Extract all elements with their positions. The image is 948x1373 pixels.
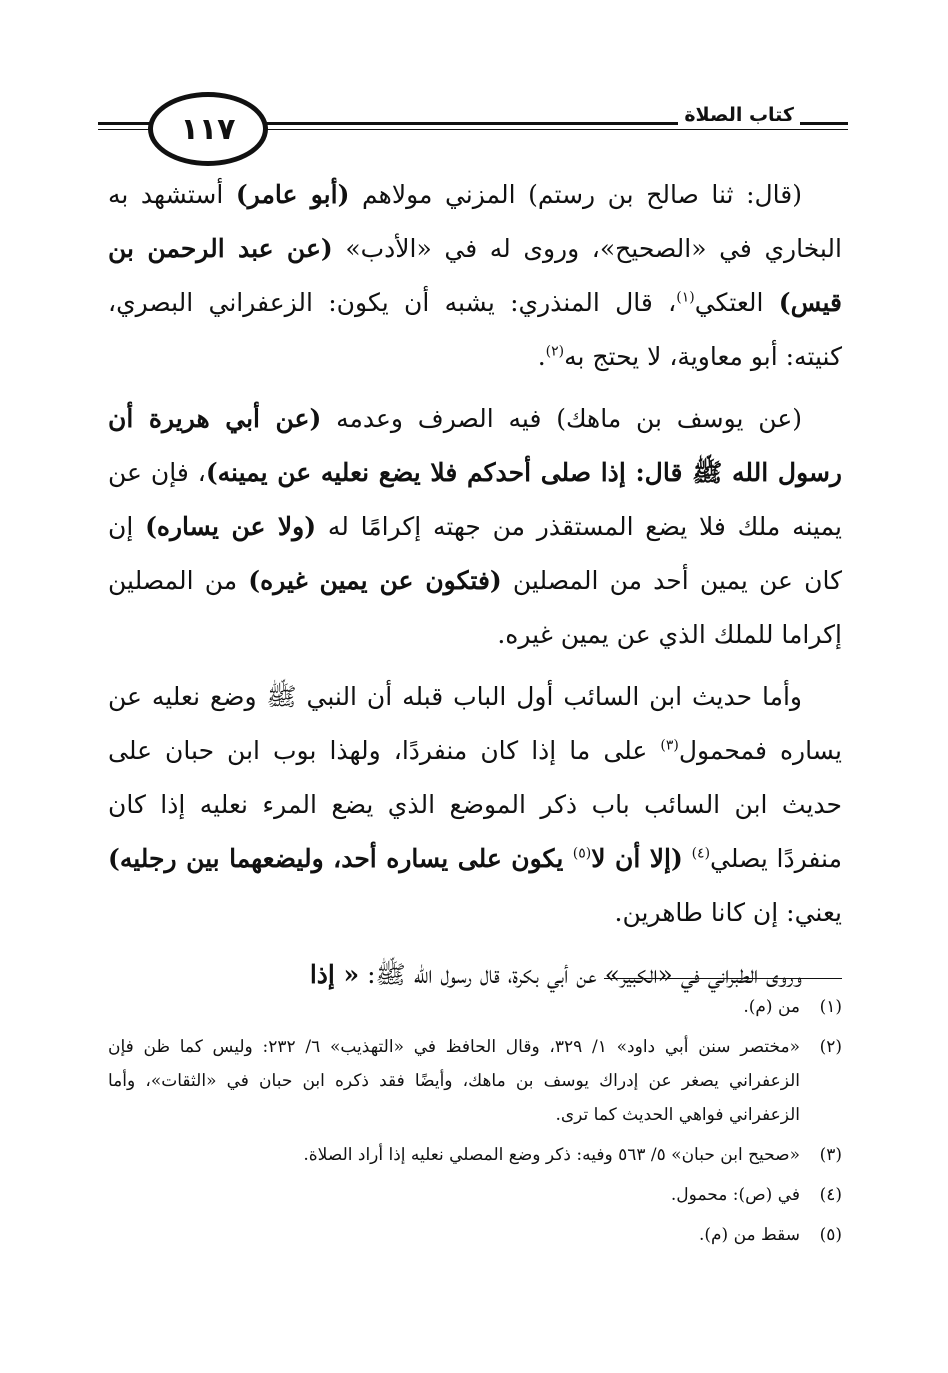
bold-run: « إذا	[309, 960, 360, 989]
text-run: إن كان عن يمين أحد من المصلين	[108, 512, 842, 595]
text-run: ، قال المنذري: يشبه أن يكون: الزعفراني البصري، كنيته: أبو معاوية، لا يحتج به	[108, 288, 842, 371]
text-run: العتكي	[694, 288, 779, 317]
footnote-ref: (٤)	[691, 845, 711, 862]
footnote-number: (٢)	[819, 1037, 842, 1057]
text-run: (قال: ثنا صالح بن رستم) المزني مولاهم	[349, 180, 802, 209]
footnote-divider	[604, 978, 842, 979]
bold-run: (فتكون عن يمين غيره)	[248, 566, 502, 595]
footnote-ref: (٣)	[660, 737, 679, 754]
bold-run: يكون على يساره أحد، وليضعهما بين رجليه)	[108, 844, 573, 873]
page-header	[98, 92, 848, 172]
footnotes	[108, 990, 842, 1258]
paragraph-3	[108, 670, 842, 940]
text-run: أستشهد به البخاري في «الصحيح»، وروى له في «الأدب»	[108, 180, 842, 263]
text-run: (عن يوسف بن ماهك) فيه الصرف وعدمه	[321, 404, 802, 433]
footnote-5	[108, 1218, 842, 1252]
paragraph-1	[108, 168, 842, 384]
text-run: وأما حديث ابن السائب أول الباب قبله أن النبي ﷺ وضع نعليه عن يساره فمحمول	[108, 682, 842, 765]
footnote-1	[108, 990, 842, 1024]
footnote-2	[108, 1030, 842, 1132]
header-rule-right-thin	[263, 129, 848, 130]
footnote-text: من (م).	[743, 997, 800, 1017]
text-run: يعني: إن كانا طاهرين.	[614, 898, 842, 927]
footnote-ref: (٥)	[572, 845, 592, 862]
text-run: وروى الطبراني في «الكبير» عن أبي بكرة، قال رسول الله ﷺ:	[359, 960, 802, 989]
footnote-number: (١)	[819, 997, 842, 1017]
text-run: من المصلين إكراما للملك الذي عن يمين غيره.	[108, 566, 842, 649]
footnote-number: (٤)	[819, 1185, 842, 1205]
footnote-text: «صحيح ابن حبان» ٥/ ٥٦٣ وفيه: ذكر وضع المصلي نعليه إذا أراد الصلاة.	[303, 1145, 800, 1165]
text-run: على ما إذا كان منفردًا، ولهذا بوب ابن حبان على حديث ابن السائب باب ذكر الموضع الذي يضع المرء نعليه إذا كان منفردًا يصلي	[108, 736, 842, 873]
bold-run: (عن عبد الرحمن بن قيس)	[108, 234, 842, 317]
text-run: .	[537, 342, 546, 371]
bold-run: (ولا عن يساره)	[145, 512, 317, 541]
footnote-text: «مختصر سنن أبي داود» ١/ ٣٢٩، وقال الحافظ في «التهذيب» ٦/ ٢٣٢: وليس كما ظن فإن الزعفراني يصغر عن إدراك يوسف بن ماهك، وأيضًا فقد ذكره ابن حبان في «الثقات»، وأما الزعفراني فواهي الحديث كما ترى.	[108, 1037, 800, 1125]
bold-run: (إلا أن لا	[591, 844, 683, 873]
footnote-3	[108, 1138, 842, 1172]
footnote-text: سقط من (م).	[698, 1225, 800, 1245]
running-title: كتاب الصلاة	[678, 104, 800, 126]
page-number: ١١٧	[148, 92, 268, 166]
footnote-ref: (٢)	[545, 343, 565, 360]
text-run: ، فإن عن يمينه ملك فلا يضع المستقذر من جهته إكرامًا له	[108, 458, 842, 541]
footnote-text: في (ص): محمول.	[670, 1185, 800, 1205]
text-run	[683, 844, 692, 873]
footnote-ref: (١)	[676, 289, 695, 306]
paragraph-2	[108, 392, 842, 662]
bold-run: (عن أبي هريرة أن رسول الله ﷺ قال: إذا صلى أحدكم فلا يضع نعليه عن يمينه)	[108, 404, 843, 487]
footnote-number: (٣)	[819, 1145, 842, 1165]
bold-run: (أبو عامر)	[235, 180, 350, 209]
main-text	[108, 168, 842, 1010]
footnote-number: (٥)	[819, 1225, 842, 1245]
footnote-4	[108, 1178, 842, 1212]
